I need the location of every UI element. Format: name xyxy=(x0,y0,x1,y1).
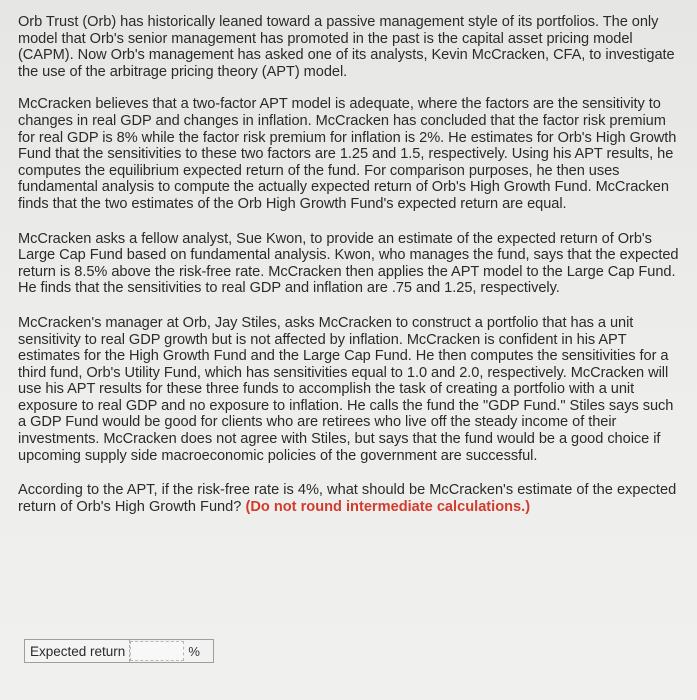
rounding-note: (Do not round intermediate calculations.) xyxy=(245,498,531,515)
intro-paragraph: Orb Trust (Orb) has historically leaned toward a passive management style of its portfolios. The only model that Orb's senior management has promoted in the past is the capital asset pricing model (CAPM). Now Orb's management has asked one of its analysts, Kevin McCracken, CFA, to investigate the use of the arbitrage pricing theory (APT) model. xyxy=(18,14,675,80)
expected-return-input[interactable] xyxy=(130,641,184,661)
gdp-fund-paragraph: McCracken's manager at Orb, Jay Stiles, asks McCracken to construct a portfolio that has a unit sensitivity to real GDP growth but is not affected by inflation. McCracken is confident in his APT estimates for the High Growth Fund and the Large Cap Fund. He then computes the sensitivities for a third fund, Orb's Utility Fund, which has sensitivities equal to 1.0 and 2.0, respectively. McCracken will use his APT results for these three funds to accomplish the task of creating a portfolio with a unit exposure to real GDP and no exposure to inflation. He calls the fund the "GDP Fund." Stiles says such a GDP Fund would be good for clients who are retirees who live off the steady income of their investments. McCracken does not agree with Stiles, but says that the fund would be a good choice if upcoming supply side macroeconomic policies of the government are successful. xyxy=(18,314,674,464)
expected-return-label: Expected return xyxy=(25,640,130,662)
expected-return-answer-row xyxy=(24,639,214,663)
question-text xyxy=(18,482,681,515)
large-cap-fund-paragraph: McCracken asks a fellow analyst, Sue Kwon, to provide an estimate of the expected return of Orb's Large Cap Fund based on fundamental analysis. Kwon, who manages the fund, says that the expected return is 8.5% above the risk-free rate. McCracken then applies the APT model to the Large Cap Fund. He finds that the sensitivities to real GDP and inflation are .75 and 1.25, respectively. xyxy=(18,230,679,297)
question-prompt: According to the APT, if the risk-free rate is 4%, what should be McCracken's estimate of the expected return of Orb's High Growth Fund? xyxy=(18,482,677,515)
percent-unit: % xyxy=(184,640,200,662)
apt-model-paragraph: McCracken believes that a two-factor APT model is adequate, where the factors are the sensitivity to changes in real GDP and changes in inflation. McCracken has concluded that the factor risk premium for real GDP is 8% while the factor risk premium for inflation is 2%. He estimates for Orb's High Growth Fund that the sensitivities to these two factors are 1.25 and 1.5, respectively. Using his APT results, he computes the equilibrium expected return of the fund. For comparison purposes, he then uses fundamental analysis to compute the actually expected return of Orb's High Growth Fund. McCracken finds that the two estimates of the Orb High Growth Fund's expected return are equal. xyxy=(18,96,677,212)
